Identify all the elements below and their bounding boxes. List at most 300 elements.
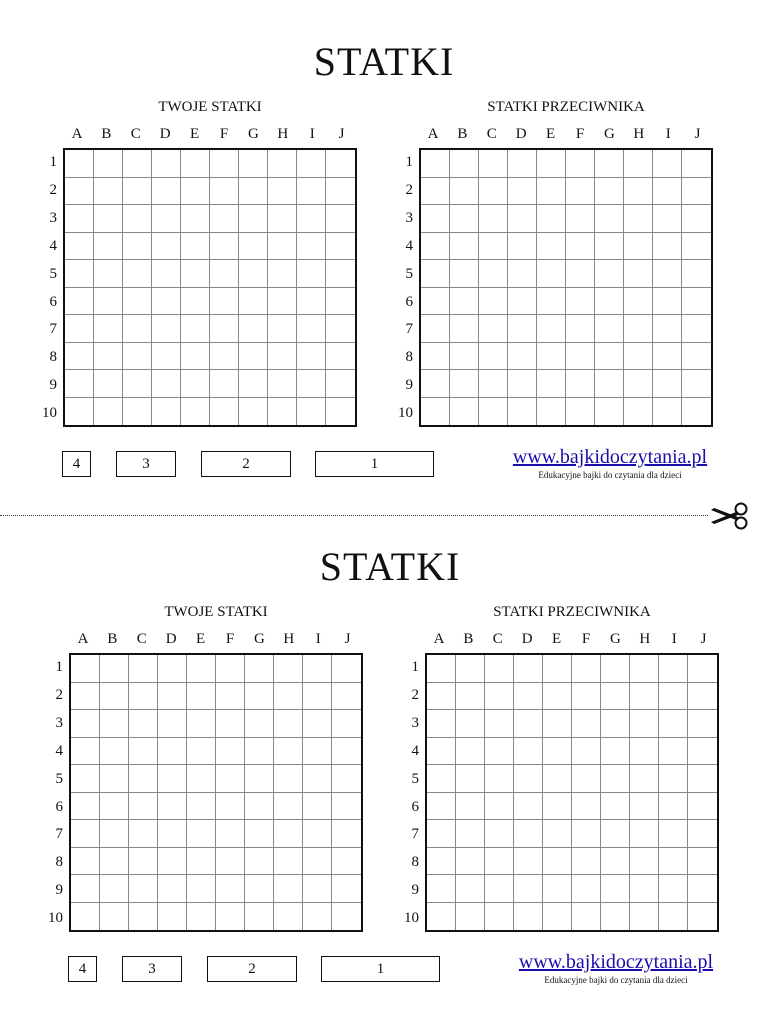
grid-cell[interactable] bbox=[332, 848, 361, 876]
grid-cell[interactable] bbox=[123, 233, 152, 261]
grid-cell[interactable] bbox=[456, 683, 485, 711]
grid-cell[interactable] bbox=[239, 288, 268, 316]
grid-cell[interactable] bbox=[630, 738, 659, 766]
grid-cell[interactable] bbox=[659, 875, 688, 903]
grid-cell[interactable] bbox=[624, 205, 653, 233]
grid-cell[interactable] bbox=[274, 765, 303, 793]
grid-cell[interactable] bbox=[332, 765, 361, 793]
grid-cell[interactable] bbox=[659, 793, 688, 821]
grid-cell[interactable] bbox=[537, 178, 566, 206]
grid-cell[interactable] bbox=[268, 370, 297, 398]
grid-cell[interactable] bbox=[595, 233, 624, 261]
grid-cell[interactable] bbox=[630, 655, 659, 683]
grid-cell[interactable] bbox=[653, 178, 682, 206]
grid-cell[interactable] bbox=[239, 343, 268, 371]
grid-cell[interactable] bbox=[100, 793, 129, 821]
grid-cell[interactable] bbox=[514, 655, 543, 683]
grid-cell[interactable] bbox=[181, 260, 210, 288]
grid-cell[interactable] bbox=[216, 683, 245, 711]
grid-cell[interactable] bbox=[485, 875, 514, 903]
grid-cell[interactable] bbox=[601, 683, 630, 711]
grid-cell[interactable] bbox=[65, 233, 94, 261]
grid-cell[interactable] bbox=[239, 315, 268, 343]
grid-cell[interactable] bbox=[537, 205, 566, 233]
grid-cell[interactable] bbox=[543, 738, 572, 766]
grid-cell[interactable] bbox=[129, 848, 158, 876]
grid-cell[interactable] bbox=[595, 398, 624, 426]
grid-cell[interactable] bbox=[653, 315, 682, 343]
grid-cell[interactable] bbox=[630, 793, 659, 821]
grid-cell[interactable] bbox=[71, 903, 100, 931]
grid-cell[interactable] bbox=[543, 903, 572, 931]
grid-cell[interactable] bbox=[94, 398, 123, 426]
grid-cell[interactable] bbox=[123, 398, 152, 426]
grid-cell[interactable] bbox=[71, 683, 100, 711]
grid-cell[interactable] bbox=[450, 178, 479, 206]
grid-cell[interactable] bbox=[624, 233, 653, 261]
grid-cell[interactable] bbox=[210, 260, 239, 288]
grid-cell[interactable] bbox=[688, 655, 717, 683]
grid-cell[interactable] bbox=[450, 315, 479, 343]
grid-cell[interactable] bbox=[682, 315, 711, 343]
grid-cell[interactable] bbox=[123, 205, 152, 233]
grid-cell[interactable] bbox=[682, 370, 711, 398]
grid-cell[interactable] bbox=[239, 260, 268, 288]
grid-cell[interactable] bbox=[450, 205, 479, 233]
grid-cell[interactable] bbox=[659, 683, 688, 711]
own-ships-grid[interactable] bbox=[63, 148, 357, 427]
grid-cell[interactable] bbox=[485, 738, 514, 766]
grid-cell[interactable] bbox=[456, 903, 485, 931]
grid-cell[interactable] bbox=[653, 260, 682, 288]
grid-cell[interactable] bbox=[514, 848, 543, 876]
grid-cell[interactable] bbox=[659, 848, 688, 876]
grid-cell[interactable] bbox=[653, 233, 682, 261]
grid-cell[interactable] bbox=[187, 683, 216, 711]
grid-cell[interactable] bbox=[181, 205, 210, 233]
grid-cell[interactable] bbox=[274, 738, 303, 766]
grid-cell[interactable] bbox=[688, 765, 717, 793]
grid-cell[interactable] bbox=[514, 820, 543, 848]
grid-cell[interactable] bbox=[303, 683, 332, 711]
grid-cell[interactable] bbox=[630, 903, 659, 931]
grid-cell[interactable] bbox=[210, 233, 239, 261]
grid-cell[interactable] bbox=[572, 683, 601, 711]
grid-cell[interactable] bbox=[653, 343, 682, 371]
grid-cell[interactable] bbox=[624, 150, 653, 178]
grid-cell[interactable] bbox=[456, 710, 485, 738]
grid-cell[interactable] bbox=[688, 903, 717, 931]
grid-cell[interactable] bbox=[129, 793, 158, 821]
grid-cell[interactable] bbox=[65, 150, 94, 178]
grid-cell[interactable] bbox=[601, 738, 630, 766]
grid-cell[interactable] bbox=[508, 233, 537, 261]
grid-cell[interactable] bbox=[514, 683, 543, 711]
grid-cell[interactable] bbox=[537, 260, 566, 288]
grid-cell[interactable] bbox=[158, 793, 187, 821]
grid-cell[interactable] bbox=[450, 233, 479, 261]
grid-cell[interactable] bbox=[427, 875, 456, 903]
grid-cell[interactable] bbox=[427, 765, 456, 793]
grid-cell[interactable] bbox=[566, 398, 595, 426]
grid-cell[interactable] bbox=[303, 903, 332, 931]
grid-cell[interactable] bbox=[303, 655, 332, 683]
grid-cell[interactable] bbox=[514, 903, 543, 931]
grid-cell[interactable] bbox=[427, 793, 456, 821]
grid-cell[interactable] bbox=[129, 903, 158, 931]
grid-cell[interactable] bbox=[187, 710, 216, 738]
grid-cell[interactable] bbox=[688, 848, 717, 876]
grid-cell[interactable] bbox=[303, 765, 332, 793]
grid-cell[interactable] bbox=[129, 710, 158, 738]
grid-cell[interactable] bbox=[595, 315, 624, 343]
grid-cell[interactable] bbox=[129, 683, 158, 711]
grid-cell[interactable] bbox=[630, 765, 659, 793]
grid-cell[interactable] bbox=[297, 370, 326, 398]
grid-cell[interactable] bbox=[297, 288, 326, 316]
grid-cell[interactable] bbox=[332, 820, 361, 848]
grid-cell[interactable] bbox=[659, 765, 688, 793]
grid-cell[interactable] bbox=[100, 903, 129, 931]
grid-cell[interactable] bbox=[216, 820, 245, 848]
grid-cell[interactable] bbox=[94, 150, 123, 178]
grid-cell[interactable] bbox=[479, 343, 508, 371]
grid-cell[interactable] bbox=[682, 233, 711, 261]
grid-cell[interactable] bbox=[572, 765, 601, 793]
grid-cell[interactable] bbox=[210, 150, 239, 178]
opponent-ships-grid[interactable] bbox=[425, 653, 719, 932]
grid-cell[interactable] bbox=[427, 710, 456, 738]
grid-cell[interactable] bbox=[129, 875, 158, 903]
grid-cell[interactable] bbox=[181, 343, 210, 371]
grid-cell[interactable] bbox=[274, 710, 303, 738]
grid-cell[interactable] bbox=[303, 875, 332, 903]
grid-cell[interactable] bbox=[303, 738, 332, 766]
grid-cell[interactable] bbox=[268, 315, 297, 343]
grid-cell[interactable] bbox=[100, 848, 129, 876]
grid-cell[interactable] bbox=[332, 903, 361, 931]
grid-cell[interactable] bbox=[268, 178, 297, 206]
grid-cell[interactable] bbox=[181, 315, 210, 343]
grid-cell[interactable] bbox=[630, 848, 659, 876]
grid-cell[interactable] bbox=[94, 370, 123, 398]
grid-cell[interactable] bbox=[508, 343, 537, 371]
grid-cell[interactable] bbox=[508, 260, 537, 288]
grid-cell[interactable] bbox=[537, 288, 566, 316]
grid-cell[interactable] bbox=[239, 398, 268, 426]
grid-cell[interactable] bbox=[624, 260, 653, 288]
grid-cell[interactable] bbox=[152, 343, 181, 371]
grid-cell[interactable] bbox=[427, 848, 456, 876]
grid-cell[interactable] bbox=[450, 343, 479, 371]
grid-cell[interactable] bbox=[595, 343, 624, 371]
grid-cell[interactable] bbox=[152, 315, 181, 343]
grid-cell[interactable] bbox=[479, 398, 508, 426]
grid-cell[interactable] bbox=[572, 848, 601, 876]
grid-cell[interactable] bbox=[245, 848, 274, 876]
grid-cell[interactable] bbox=[65, 315, 94, 343]
grid-cell[interactable] bbox=[537, 343, 566, 371]
grid-cell[interactable] bbox=[268, 288, 297, 316]
grid-cell[interactable] bbox=[100, 875, 129, 903]
grid-cell[interactable] bbox=[601, 903, 630, 931]
grid-cell[interactable] bbox=[537, 233, 566, 261]
grid-cell[interactable] bbox=[216, 848, 245, 876]
grid-cell[interactable] bbox=[427, 655, 456, 683]
grid-cell[interactable] bbox=[601, 710, 630, 738]
grid-cell[interactable] bbox=[326, 288, 355, 316]
website-link[interactable]: www.bajkidoczytania.pl bbox=[512, 446, 708, 468]
grid-cell[interactable] bbox=[152, 260, 181, 288]
grid-cell[interactable] bbox=[187, 793, 216, 821]
grid-cell[interactable] bbox=[158, 710, 187, 738]
grid-cell[interactable] bbox=[543, 820, 572, 848]
grid-cell[interactable] bbox=[421, 343, 450, 371]
grid-cell[interactable] bbox=[187, 875, 216, 903]
grid-cell[interactable] bbox=[65, 370, 94, 398]
grid-cell[interactable] bbox=[653, 150, 682, 178]
grid-cell[interactable] bbox=[543, 765, 572, 793]
grid-cell[interactable] bbox=[71, 848, 100, 876]
grid-cell[interactable] bbox=[479, 233, 508, 261]
grid-cell[interactable] bbox=[601, 793, 630, 821]
grid-cell[interactable] bbox=[152, 178, 181, 206]
grid-cell[interactable] bbox=[537, 315, 566, 343]
grid-cell[interactable] bbox=[456, 765, 485, 793]
grid-cell[interactable] bbox=[216, 793, 245, 821]
grid-cell[interactable] bbox=[485, 765, 514, 793]
website-link[interactable]: www.bajkidoczytania.pl bbox=[518, 951, 714, 973]
grid-cell[interactable] bbox=[187, 903, 216, 931]
grid-cell[interactable] bbox=[682, 260, 711, 288]
grid-cell[interactable] bbox=[450, 398, 479, 426]
grid-cell[interactable] bbox=[456, 848, 485, 876]
grid-cell[interactable] bbox=[216, 710, 245, 738]
grid-cell[interactable] bbox=[65, 260, 94, 288]
grid-cell[interactable] bbox=[94, 233, 123, 261]
grid-cell[interactable] bbox=[450, 150, 479, 178]
grid-cell[interactable] bbox=[514, 765, 543, 793]
grid-cell[interactable] bbox=[94, 178, 123, 206]
grid-cell[interactable] bbox=[659, 820, 688, 848]
grid-cell[interactable] bbox=[421, 178, 450, 206]
grid-cell[interactable] bbox=[688, 793, 717, 821]
grid-cell[interactable] bbox=[239, 370, 268, 398]
grid-cell[interactable] bbox=[450, 260, 479, 288]
grid-cell[interactable] bbox=[514, 793, 543, 821]
grid-cell[interactable] bbox=[158, 765, 187, 793]
grid-cell[interactable] bbox=[595, 260, 624, 288]
grid-cell[interactable] bbox=[123, 150, 152, 178]
grid-cell[interactable] bbox=[456, 793, 485, 821]
grid-cell[interactable] bbox=[595, 370, 624, 398]
grid-cell[interactable] bbox=[688, 820, 717, 848]
grid-cell[interactable] bbox=[245, 903, 274, 931]
grid-cell[interactable] bbox=[601, 820, 630, 848]
grid-cell[interactable] bbox=[71, 793, 100, 821]
grid-cell[interactable] bbox=[326, 370, 355, 398]
grid-cell[interactable] bbox=[274, 848, 303, 876]
grid-cell[interactable] bbox=[268, 205, 297, 233]
grid-cell[interactable] bbox=[245, 738, 274, 766]
grid-cell[interactable] bbox=[566, 370, 595, 398]
grid-cell[interactable] bbox=[303, 820, 332, 848]
grid-cell[interactable] bbox=[682, 343, 711, 371]
grid-cell[interactable] bbox=[688, 875, 717, 903]
grid-cell[interactable] bbox=[210, 370, 239, 398]
grid-cell[interactable] bbox=[682, 150, 711, 178]
grid-cell[interactable] bbox=[326, 398, 355, 426]
grid-cell[interactable] bbox=[508, 370, 537, 398]
grid-cell[interactable] bbox=[158, 848, 187, 876]
grid-cell[interactable] bbox=[566, 150, 595, 178]
grid-cell[interactable] bbox=[123, 315, 152, 343]
grid-cell[interactable] bbox=[187, 848, 216, 876]
grid-cell[interactable] bbox=[71, 655, 100, 683]
grid-cell[interactable] bbox=[268, 233, 297, 261]
grid-cell[interactable] bbox=[572, 655, 601, 683]
grid-cell[interactable] bbox=[427, 738, 456, 766]
grid-cell[interactable] bbox=[332, 683, 361, 711]
grid-cell[interactable] bbox=[572, 903, 601, 931]
grid-cell[interactable] bbox=[71, 820, 100, 848]
grid-cell[interactable] bbox=[566, 343, 595, 371]
grid-cell[interactable] bbox=[239, 178, 268, 206]
grid-cell[interactable] bbox=[332, 793, 361, 821]
grid-cell[interactable] bbox=[624, 288, 653, 316]
grid-cell[interactable] bbox=[456, 875, 485, 903]
grid-cell[interactable] bbox=[152, 288, 181, 316]
grid-cell[interactable] bbox=[268, 260, 297, 288]
grid-cell[interactable] bbox=[71, 738, 100, 766]
grid-cell[interactable] bbox=[332, 710, 361, 738]
grid-cell[interactable] bbox=[653, 398, 682, 426]
grid-cell[interactable] bbox=[181, 398, 210, 426]
grid-cell[interactable] bbox=[187, 655, 216, 683]
grid-cell[interactable] bbox=[427, 820, 456, 848]
grid-cell[interactable] bbox=[181, 178, 210, 206]
grid-cell[interactable] bbox=[508, 398, 537, 426]
grid-cell[interactable] bbox=[624, 370, 653, 398]
grid-cell[interactable] bbox=[572, 793, 601, 821]
grid-cell[interactable] bbox=[595, 288, 624, 316]
grid-cell[interactable] bbox=[274, 655, 303, 683]
grid-cell[interactable] bbox=[421, 205, 450, 233]
grid-cell[interactable] bbox=[245, 710, 274, 738]
grid-cell[interactable] bbox=[210, 178, 239, 206]
grid-cell[interactable] bbox=[630, 683, 659, 711]
grid-cell[interactable] bbox=[94, 260, 123, 288]
grid-cell[interactable] bbox=[158, 903, 187, 931]
grid-cell[interactable] bbox=[572, 875, 601, 903]
grid-cell[interactable] bbox=[332, 875, 361, 903]
grid-cell[interactable] bbox=[479, 260, 508, 288]
grid-cell[interactable] bbox=[572, 710, 601, 738]
grid-cell[interactable] bbox=[152, 205, 181, 233]
grid-cell[interactable] bbox=[485, 820, 514, 848]
grid-cell[interactable] bbox=[326, 233, 355, 261]
grid-cell[interactable] bbox=[508, 178, 537, 206]
grid-cell[interactable] bbox=[537, 370, 566, 398]
grid-cell[interactable] bbox=[297, 205, 326, 233]
grid-cell[interactable] bbox=[216, 903, 245, 931]
grid-cell[interactable] bbox=[297, 398, 326, 426]
grid-cell[interactable] bbox=[682, 178, 711, 206]
grid-cell[interactable] bbox=[158, 875, 187, 903]
grid-cell[interactable] bbox=[595, 150, 624, 178]
grid-cell[interactable] bbox=[630, 710, 659, 738]
grid-cell[interactable] bbox=[303, 793, 332, 821]
grid-cell[interactable] bbox=[274, 820, 303, 848]
grid-cell[interactable] bbox=[297, 315, 326, 343]
grid-cell[interactable] bbox=[245, 655, 274, 683]
grid-cell[interactable] bbox=[216, 655, 245, 683]
grid-cell[interactable] bbox=[268, 398, 297, 426]
grid-cell[interactable] bbox=[210, 205, 239, 233]
grid-cell[interactable] bbox=[688, 710, 717, 738]
grid-cell[interactable] bbox=[566, 288, 595, 316]
grid-cell[interactable] bbox=[326, 315, 355, 343]
grid-cell[interactable] bbox=[129, 738, 158, 766]
grid-cell[interactable] bbox=[297, 150, 326, 178]
grid-cell[interactable] bbox=[537, 398, 566, 426]
grid-cell[interactable] bbox=[630, 875, 659, 903]
grid-cell[interactable] bbox=[421, 288, 450, 316]
grid-cell[interactable] bbox=[152, 150, 181, 178]
grid-cell[interactable] bbox=[239, 205, 268, 233]
grid-cell[interactable] bbox=[274, 683, 303, 711]
grid-cell[interactable] bbox=[688, 683, 717, 711]
grid-cell[interactable] bbox=[485, 655, 514, 683]
grid-cell[interactable] bbox=[653, 370, 682, 398]
grid-cell[interactable] bbox=[332, 738, 361, 766]
grid-cell[interactable] bbox=[100, 655, 129, 683]
grid-cell[interactable] bbox=[543, 710, 572, 738]
grid-cell[interactable] bbox=[659, 903, 688, 931]
grid-cell[interactable] bbox=[245, 793, 274, 821]
grid-cell[interactable] bbox=[65, 343, 94, 371]
grid-cell[interactable] bbox=[624, 343, 653, 371]
grid-cell[interactable] bbox=[65, 178, 94, 206]
grid-cell[interactable] bbox=[326, 260, 355, 288]
grid-cell[interactable] bbox=[543, 848, 572, 876]
grid-cell[interactable] bbox=[100, 765, 129, 793]
grid-cell[interactable] bbox=[456, 820, 485, 848]
grid-cell[interactable] bbox=[595, 178, 624, 206]
grid-cell[interactable] bbox=[537, 150, 566, 178]
grid-cell[interactable] bbox=[216, 765, 245, 793]
grid-cell[interactable] bbox=[427, 903, 456, 931]
grid-cell[interactable] bbox=[508, 315, 537, 343]
own-ships-grid[interactable] bbox=[69, 653, 363, 932]
grid-cell[interactable] bbox=[100, 710, 129, 738]
grid-cell[interactable] bbox=[152, 398, 181, 426]
grid-cell[interactable] bbox=[601, 848, 630, 876]
grid-cell[interactable] bbox=[485, 683, 514, 711]
grid-cell[interactable] bbox=[421, 260, 450, 288]
grid-cell[interactable] bbox=[187, 820, 216, 848]
grid-cell[interactable] bbox=[479, 370, 508, 398]
grid-cell[interactable] bbox=[100, 738, 129, 766]
grid-cell[interactable] bbox=[566, 178, 595, 206]
grid-cell[interactable] bbox=[274, 903, 303, 931]
grid-cell[interactable] bbox=[94, 315, 123, 343]
grid-cell[interactable] bbox=[421, 370, 450, 398]
grid-cell[interactable] bbox=[659, 738, 688, 766]
grid-cell[interactable] bbox=[653, 288, 682, 316]
grid-cell[interactable] bbox=[65, 205, 94, 233]
grid-cell[interactable] bbox=[210, 315, 239, 343]
